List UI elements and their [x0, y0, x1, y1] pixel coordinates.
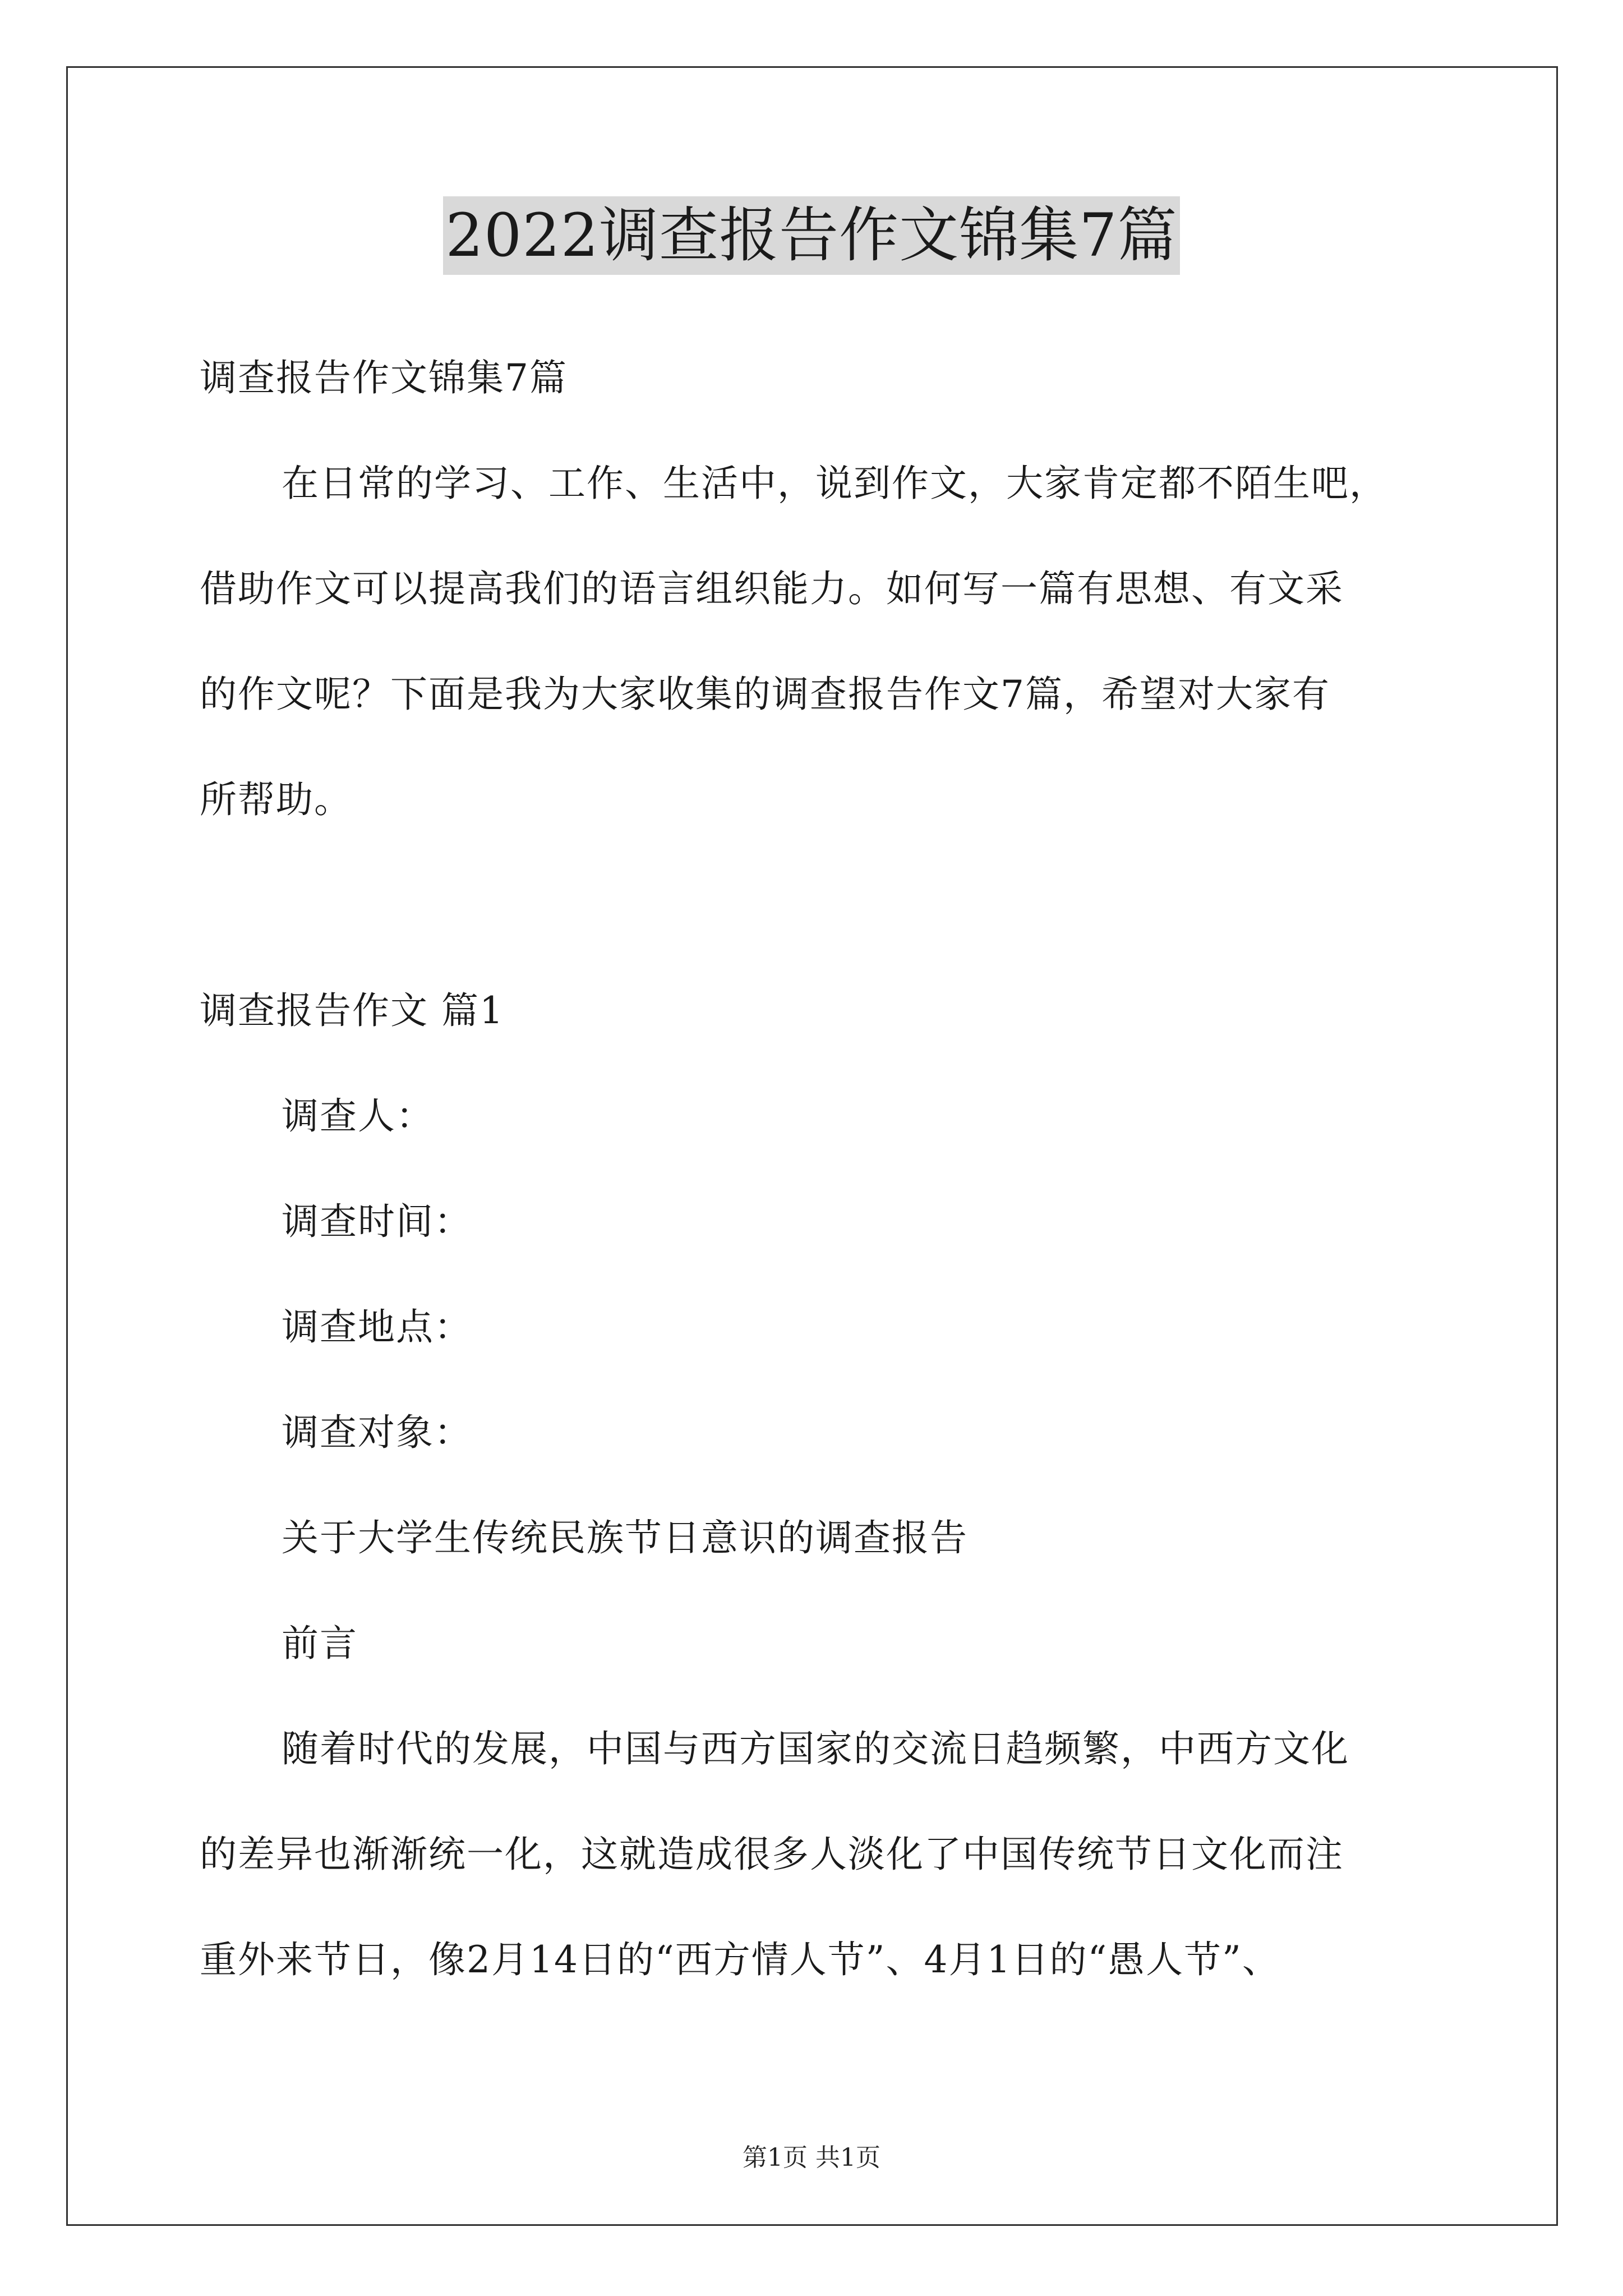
preface-line: 重外来节日，像2月14日的“西方情人节”、4月1日的“愚人节”、	[200, 1938, 1280, 1981]
document-body	[200, 325, 1433, 2013]
field-location: 调查地点：	[282, 1305, 472, 1349]
document-title	[0, 196, 1623, 275]
preface-line: 的差异也渐渐统一化，这就造成很多人淡化了中国传统节日文化而注	[200, 1833, 1344, 1876]
paragraph-gap	[200, 853, 1433, 958]
intro-line: 所帮助。	[200, 778, 352, 821]
preface-label: 前言	[282, 1622, 358, 1665]
preface-line: 随着时代的发展，中国与西方国家的交流日趋频繁，中西方文化	[282, 1727, 1349, 1770]
report-title: 关于大学生传统民族节日意识的调查报告	[282, 1516, 968, 1559]
intro-line: 借助作文可以提高我们的语言组织能力。如何写一篇有思想、有文采	[200, 567, 1344, 610]
field-subject: 调查对象：	[282, 1411, 472, 1454]
subtitle: 调查报告作文锦集7篇	[200, 356, 568, 399]
page-footer: 第1页 共1页	[743, 2143, 880, 2172]
intro-line: 的作文呢？下面是我为大家收集的调查报告作文7篇，希望对大家有	[200, 673, 1330, 716]
field-time: 调查时间：	[282, 1200, 472, 1243]
intro-line: 在日常的学习、工作、生活中，说到作文，大家肯定都不陌生吧，	[282, 462, 1387, 505]
field-investigator: 调查人：	[282, 1094, 434, 1138]
document-title-text: 2022调查报告作文锦集7篇	[443, 196, 1179, 275]
section-heading: 调查报告作文 篇1	[200, 989, 504, 1032]
